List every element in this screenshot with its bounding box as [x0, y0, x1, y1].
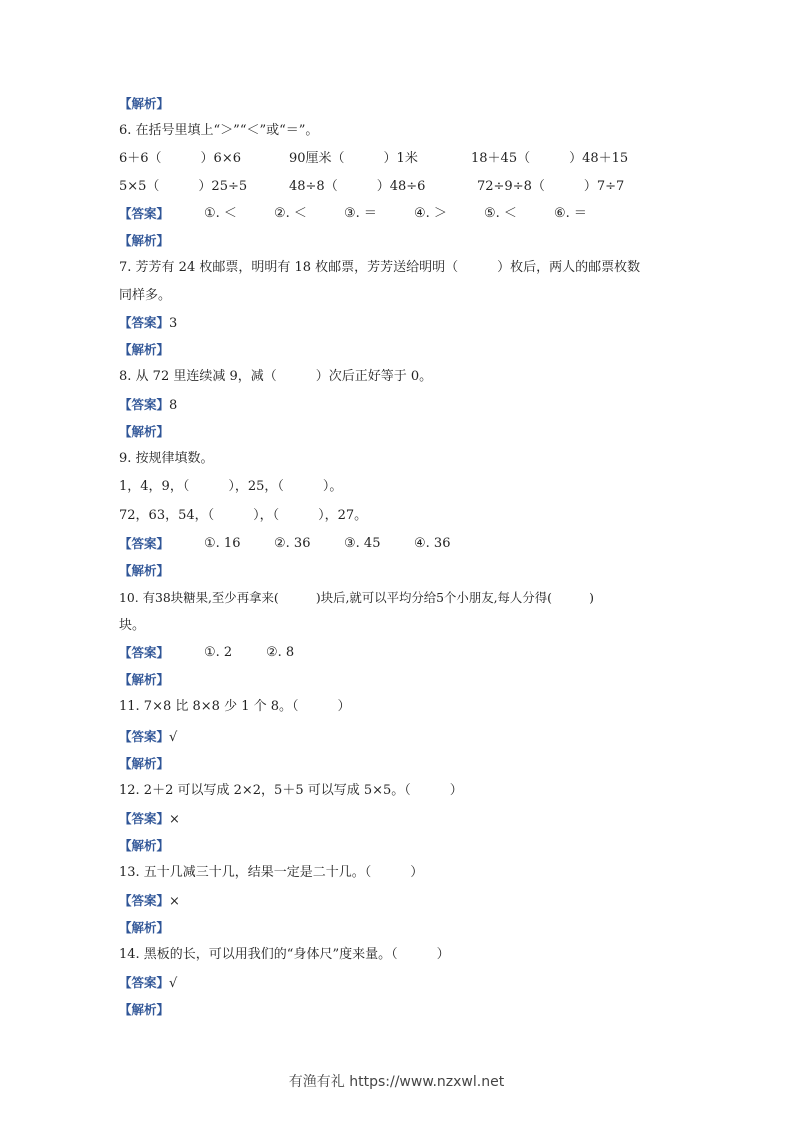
analysis-label: 【解析】: [119, 838, 170, 853]
question-7-line-2: 同样多。: [119, 288, 172, 303]
q8-answer: 8: [169, 398, 178, 413]
q10-answer-1: ①. 2: [204, 645, 233, 660]
analysis-label: 【解析】: [119, 920, 170, 935]
question-9-title: 9. 按规律填数。: [119, 451, 214, 466]
footer-watermark: 有渔有礼 https://www.nzxwl.net: [288, 1074, 505, 1090]
question-14-title: 14. 黑板的长，可以用我们的“身体尺”度来量。（ ）: [119, 947, 450, 962]
analysis-label: 【解析】: [119, 233, 170, 248]
question-11-title: 11. 7×8 比 8×8 少 1 个 8。（ ）: [119, 699, 351, 714]
q6-answer-1: ①. ＜: [204, 206, 237, 221]
q6-item-6: 72÷9÷8（ ）7÷7: [477, 179, 625, 194]
question-9-line-1: 1，4，9，（ ），25，（ ）。: [119, 479, 343, 494]
q11-answer: √: [169, 730, 178, 745]
q6-item-1: 6＋6（ ）6×6: [119, 151, 241, 166]
q14-answer: √: [169, 976, 178, 991]
q6-item-5: 18＋45（ ）48＋15: [471, 151, 629, 166]
analysis-label: 【解析】: [119, 672, 170, 687]
q9-answer-1: ①. 16: [204, 536, 241, 551]
q6-item-2: 5×5（ ）25÷5: [119, 179, 248, 194]
q10-answer-2: ②. 8: [266, 645, 295, 660]
q6-answer-6: ⑥. ＝: [554, 206, 587, 221]
q6-answer-3: ③. ＝: [344, 206, 377, 221]
answer-label: 【答案】: [119, 206, 170, 221]
q13-answer: ×: [169, 894, 180, 909]
q6-answer-5: ⑤. ＜: [484, 206, 517, 221]
q6-item-3: 90厘米（ ）1米: [289, 151, 418, 166]
question-10-line-1: 10. 有38块糖果,至少再拿来( )块后,就可以平均分给5个小朋友,每人分得( ): [119, 590, 594, 605]
question-10-line-2: 块。: [119, 618, 146, 633]
analysis-label: 【解析】: [119, 1002, 170, 1017]
q6-answer-2: ②. ＜: [274, 206, 307, 221]
question-6-title: 6. 在括号里填上“＞”“＜”或“＝”。: [119, 123, 319, 138]
q7-answer: 3: [169, 316, 178, 331]
question-12-title: 12. 2＋2 可以写成 2×2，5＋5 可以写成 5×5。（ ）: [119, 783, 463, 798]
q9-answer-4: ④. 36: [414, 536, 451, 551]
answer-line: 【答案】8: [119, 397, 178, 413]
answer-line: 【答案】×: [119, 893, 180, 909]
q12-answer: ×: [169, 812, 180, 827]
question-13-title: 13. 五十几减三十几，结果一定是二十几。（ ）: [119, 865, 424, 880]
analysis-label: 【解析】: [119, 424, 170, 439]
answer-line: 【答案】√: [119, 975, 178, 991]
answer-line: 【答案】×: [119, 811, 180, 827]
question-9-line-2: 72，63，54，（ ），（ ），27。: [119, 508, 368, 523]
q6-answer-4: ④. ＞: [414, 206, 447, 221]
q6-item-4: 48÷8（ ）48÷6: [289, 179, 426, 194]
analysis-label: 【解析】: [119, 96, 170, 111]
answer-line: 【答案】√: [119, 729, 178, 745]
question-7-line-1: 7. 芳芳有 24 枚邮票，明明有 18 枚邮票，芳芳送给明明（ ）枚后，两人的邮票枚数: [119, 260, 641, 275]
analysis-label: 【解析】: [119, 342, 170, 357]
q9-answer-3: ③. 45: [344, 536, 381, 551]
question-8-title: 8. 从 72 里连续减 9，减（ ）次后正好等于 0。: [119, 369, 433, 384]
answer-label: 【答案】: [119, 645, 170, 660]
analysis-label: 【解析】: [119, 756, 170, 771]
answer-line: 【答案】3: [119, 315, 178, 331]
q9-answer-2: ②. 36: [274, 536, 311, 551]
analysis-label: 【解析】: [119, 563, 170, 578]
answer-label: 【答案】: [119, 536, 170, 551]
